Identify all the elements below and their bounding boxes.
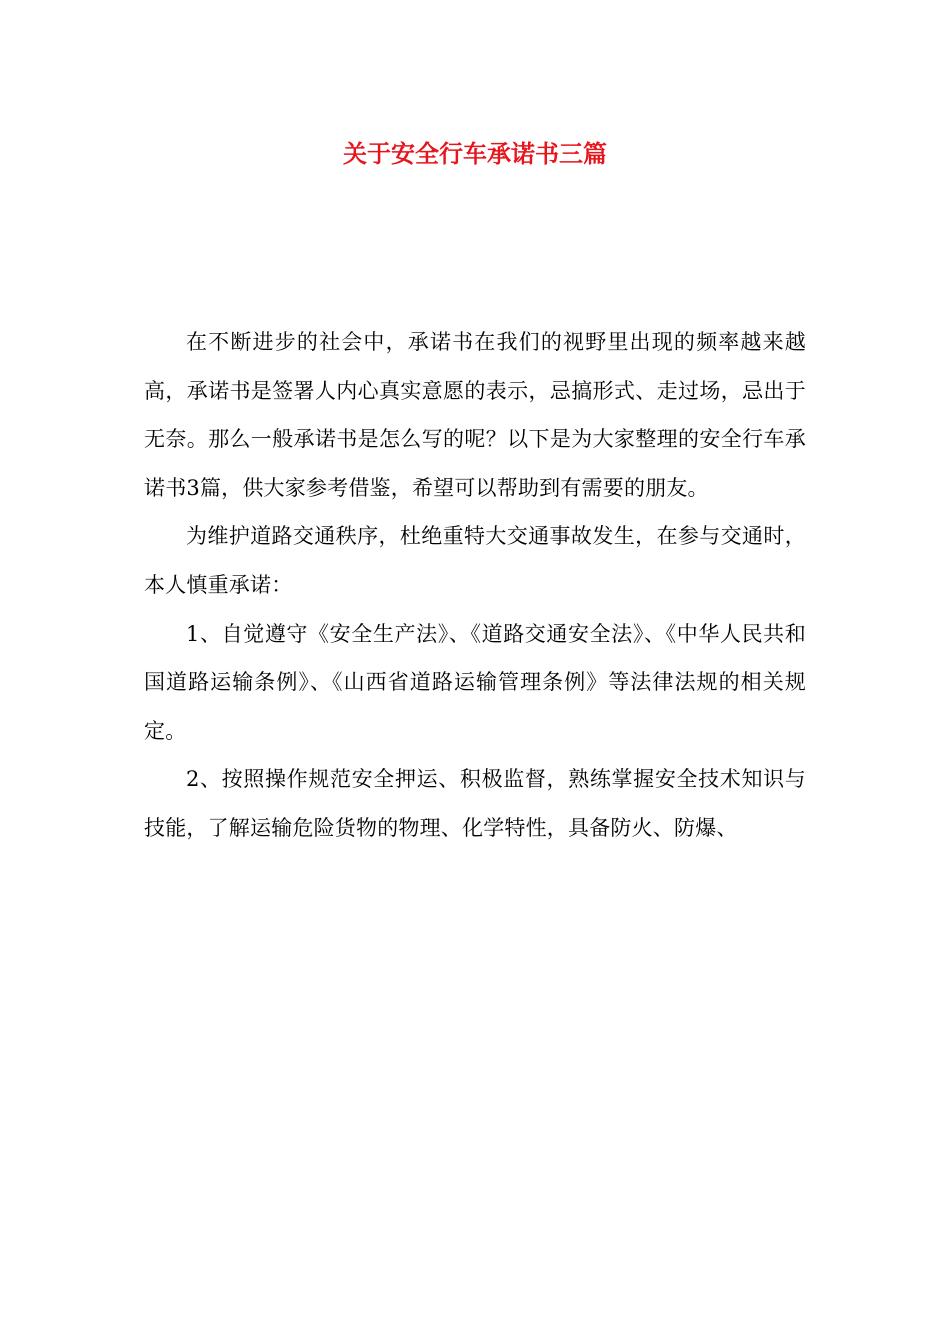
paragraph-intro: 在不断进步的社会中，承诺书在我们的视野里出现的频率越来越高，承诺书是签署人内心真实意愿的表示，忌搞形式、走过场，忌出于无奈。那么一般承诺书是怎么写的呢？以下是为大家整理的安全行车承诺书3篇，供大家参考借鉴，希望可以帮助到有需要的朋友。 bbox=[144, 330, 806, 500]
document-title: 关于安全行车承诺书三篇 bbox=[343, 139, 607, 168]
paragraph-item-2: 2、按照操作规范安全押运、积极监督，熟练掌握安全技术知识与技能，了解运输危险货物的物理、化学特性，具备防火、防爆、 bbox=[144, 767, 806, 840]
paragraph-pledge-lead: 为维护道路交通秩序，杜绝重特大交通事故发生，在参与交通时，本人慎重承诺： bbox=[144, 524, 806, 597]
document-body bbox=[144, 318, 806, 853]
paragraph-item-1: 1、自觉遵守《安全生产法》、《道路交通安全法》、《中华人民共和国道路运输条例》、《山西省道路运输管理条例》等法律法规的相关规定。 bbox=[144, 621, 806, 743]
